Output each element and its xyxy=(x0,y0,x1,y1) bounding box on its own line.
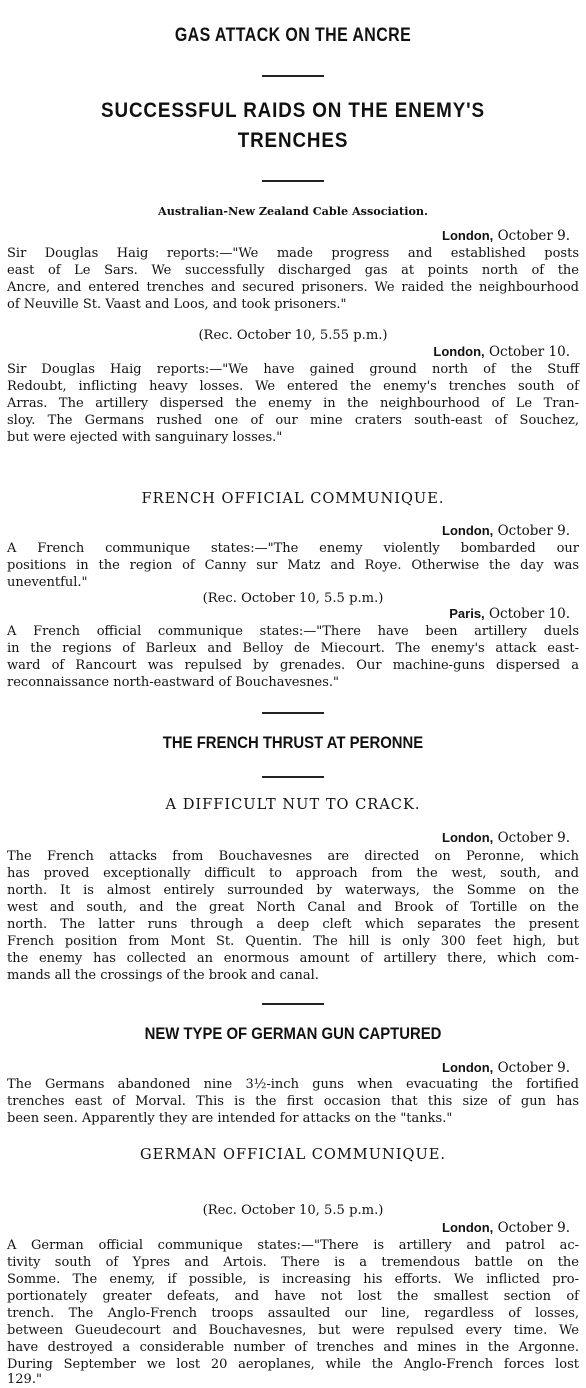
section-heading: NEW TYPE OF GERMAN GUN CAPTURED xyxy=(144,1024,442,1043)
text-line: has proved exceptionally difficult to approach from the west, south, and xyxy=(7,866,579,881)
dateline xyxy=(442,1220,570,1236)
text-line: have destroyed a considerable number of trenches and mines in the Argonne. xyxy=(7,1340,579,1355)
received-note: (Rec. October 10, 5.5 p.m.) xyxy=(202,1203,384,1218)
text-line: positions in the region of Canny sur Matz and Roye. Otherwise the day was xyxy=(7,558,579,573)
text-line: A French official communique states:—"There have been artillery duels xyxy=(7,624,579,639)
divider xyxy=(262,75,324,77)
text-line: Arras. The artillery dispersed the enemy in the neighbourhood of Le Tran- xyxy=(7,396,579,411)
dateline-place: Paris, xyxy=(449,606,485,621)
divider xyxy=(262,180,324,182)
dateline-place: London, xyxy=(442,1220,494,1235)
dateline xyxy=(449,606,570,622)
dateline xyxy=(433,344,570,360)
section-heading: FRENCH OFFICIAL COMMUNIQUE. xyxy=(141,490,445,507)
dateline-place: London, xyxy=(442,1060,494,1075)
text-line: The Germans abandoned nine 3½-inch guns when evacuating the fortified xyxy=(7,1077,579,1092)
dateline-date: October 9. xyxy=(497,1060,570,1076)
text-line: mands all the crossings of the brook and canal. xyxy=(7,968,319,983)
text-line: Sir Douglas Haig reports:—"We have gained ground north of the Stuff xyxy=(7,362,579,377)
text-line: A French communique states:—"The enemy violently bombarded our xyxy=(7,541,579,556)
text-line: reconnaissance north-eastward of Bouchavesnes." xyxy=(7,675,340,690)
text-line: trenches east of Morval. This is the first occasion that this size of gun has xyxy=(7,1094,579,1109)
dateline-date: October 10. xyxy=(488,606,570,622)
text-line: between Gueudecourt and Bouchavesnes, but were repulsed every time. We xyxy=(7,1323,579,1338)
section-subheading: A DIFFICULT NUT TO CRACK. xyxy=(165,796,421,813)
received-note: (Rec. October 10, 5.5 p.m.) xyxy=(202,591,384,606)
text-line: trench. The Anglo-French troops assaulted our line, regardless of losses, xyxy=(7,1306,579,1321)
text-line: east of Le Sars. We successfully discharged gas at points north of the xyxy=(7,263,579,278)
subheadline-line-2: TRENCHES xyxy=(237,128,349,152)
dateline xyxy=(442,228,570,244)
text-line: The French attacks from Bouchavesnes are directed on Peronne, which xyxy=(7,849,579,864)
text-line: portionately greater defeats, and have not lost the smallest section of xyxy=(7,1289,579,1304)
text-line: tivity south of Ypres and Artois. There is a tremendous battle on the xyxy=(7,1255,579,1270)
text-line: During September we lost 20 aeroplanes, while the Anglo-French forces lost xyxy=(7,1357,579,1372)
text-line: the enemy has collected an enormous amount of artillery there, which com- xyxy=(7,951,579,966)
dateline xyxy=(442,830,570,846)
divider xyxy=(262,1003,324,1005)
section-heading: THE FRENCH THRUST AT PERONNE xyxy=(162,733,424,752)
dateline xyxy=(442,523,570,539)
text-line: uneventful." xyxy=(7,575,88,590)
text-line: north. The latter runs through a deep cleft which separates the present xyxy=(7,917,579,932)
text-line: been seen. Apparently they are intended for attacks on the "tanks." xyxy=(7,1111,453,1126)
section-heading: GERMAN OFFICIAL COMMUNIQUE. xyxy=(139,1146,447,1163)
text-line: French position from Mont St. Quentin. The hill is only 300 feet high, but xyxy=(7,934,579,949)
subheadline-line-1: SUCCESSFUL RAIDS ON THE ENEMY'S xyxy=(101,98,485,122)
text-line: Ancre, and entered trenches and secured prisoners. We raided the neighbourhood xyxy=(7,280,579,295)
cable-source: Australian-New Zealand Cable Association. xyxy=(158,204,428,218)
headline: GAS ATTACK ON THE ANCRE xyxy=(174,24,412,46)
text-line: 129." xyxy=(7,1372,42,1387)
divider xyxy=(262,712,324,714)
text-line: north. It is almost entirely surrounded by waterways, the Somme on the xyxy=(7,883,579,898)
dateline-date: October 9. xyxy=(497,228,570,244)
dateline-date: October 9. xyxy=(497,523,570,539)
text-line: but were ejected with sanguinary losses." xyxy=(7,430,283,445)
text-line: west and south, and the great North Canal and Brook of Tortille on the xyxy=(7,900,579,915)
text-line: Somme. The enemy, if possible, is increasing his efforts. We inflicted pro- xyxy=(7,1272,579,1287)
text-line: Sir Douglas Haig reports:—"We made progress and established posts xyxy=(7,246,579,261)
text-line: Redoubt, inflicting heavy losses. We entered the enemy's trenches south of xyxy=(7,379,579,394)
text-line: A German official communique states:—"There is artillery and patrol ac- xyxy=(7,1238,579,1253)
text-line: ward of Rancourt was repulsed by grenades. Our machine-guns dispersed a xyxy=(7,658,579,673)
dateline-date: October 10. xyxy=(488,344,570,360)
text-line: in the regions of Barleux and Belloy de Miecourt. The enemy's attack east- xyxy=(7,641,579,656)
dateline-date: October 9. xyxy=(497,830,570,846)
dateline-place: London, xyxy=(442,830,494,845)
text-line: of Neuville St. Vaast and Loos, and took prisoners." xyxy=(7,297,347,312)
dateline-place: London, xyxy=(442,228,494,243)
dateline-place: London, xyxy=(442,523,494,538)
received-note: (Rec. October 10, 5.55 p.m.) xyxy=(198,328,388,343)
dateline-date: October 9. xyxy=(497,1220,570,1236)
divider xyxy=(262,776,324,778)
dateline-place: London, xyxy=(433,344,485,359)
text-line: sloy. The Germans rushed one of our mine craters south-east of Souchez, xyxy=(7,413,579,428)
dateline xyxy=(442,1060,570,1076)
